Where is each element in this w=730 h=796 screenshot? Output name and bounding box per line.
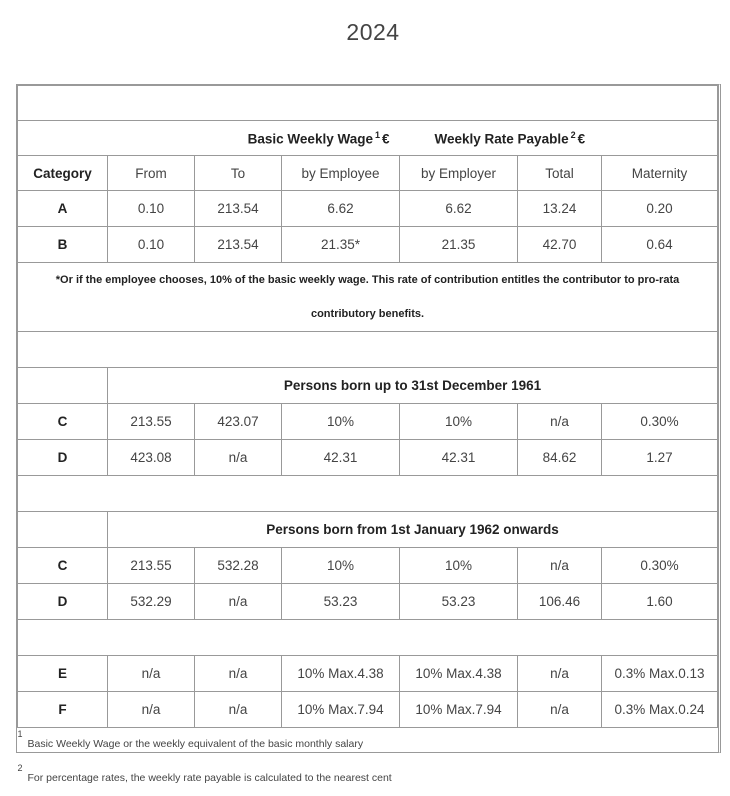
table-cell: 213.55 (108, 404, 195, 440)
table-cell: n/a (195, 584, 282, 620)
table-row (18, 656, 718, 692)
prsi-rates-table-wrapper (16, 84, 721, 753)
table-cell: 21.35 (400, 227, 518, 263)
note-row (18, 263, 718, 332)
table-cell: 42.31 (400, 440, 518, 476)
column-header-row (18, 156, 718, 191)
table-cell: 10% (400, 404, 518, 440)
table-cell: 106.46 (518, 584, 602, 620)
table-cell: 0.20 (602, 191, 718, 227)
blank-row (18, 620, 718, 656)
table-row (18, 584, 718, 620)
table-row (18, 404, 718, 440)
table-cell: n/a (195, 692, 282, 728)
table-cell: 10% (400, 548, 518, 584)
table-cell: 10% Max.7.94 (282, 692, 400, 728)
table-cell: 84.62 (518, 440, 602, 476)
category-cell: F (18, 692, 108, 728)
table-cell: n/a (518, 692, 602, 728)
table-cell: 0.10 (108, 191, 195, 227)
page-title: 2024 (0, 19, 730, 46)
table-cell: 10% Max.7.94 (400, 692, 518, 728)
blank-row (18, 86, 718, 121)
category-cell: A (18, 191, 108, 227)
section-header-row (18, 368, 718, 404)
section-heading-1961: Persons born up to 31st December 1961 (108, 368, 718, 404)
table-cell: 10% (282, 548, 400, 584)
footnotes (18, 728, 718, 796)
table-row (18, 692, 718, 728)
contribution-note: *Or if the employee chooses, 10% of the basic weekly wage. This rate of contribution entitles the contributor to pro-rata contributory benefits. (18, 263, 718, 332)
table-cell: 1.27 (602, 440, 718, 476)
column-header: Maternity (602, 156, 718, 191)
column-header: From (108, 156, 195, 191)
category-cell: E (18, 656, 108, 692)
table-cell: 0.30% (602, 404, 718, 440)
table-cell: n/a (195, 656, 282, 692)
category-cell: C (18, 404, 108, 440)
table-row (18, 191, 718, 227)
table-cell: 6.62 (282, 191, 400, 227)
table-cell: 532.29 (108, 584, 195, 620)
table-cell: n/a (518, 548, 602, 584)
table-cell: 53.23 (400, 584, 518, 620)
category-cell: B (18, 227, 108, 263)
table-row (18, 227, 718, 263)
footnotes-row (18, 728, 718, 796)
blank-row (18, 476, 718, 512)
table-cell: 423.08 (108, 440, 195, 476)
table-cell: 10% (282, 404, 400, 440)
table-cell: 10% Max.4.38 (400, 656, 518, 692)
table-cell: n/a (108, 656, 195, 692)
column-header: Category (18, 156, 108, 191)
table-cell: 21.35* (282, 227, 400, 263)
section-heading-1962: Persons born from 1st January 1962 onwards (108, 512, 718, 548)
group-header-row (18, 121, 718, 156)
table-cell: n/a (195, 440, 282, 476)
table-cell: 213.54 (195, 191, 282, 227)
table-cell: 13.24 (518, 191, 602, 227)
table-cell: 213.54 (195, 227, 282, 263)
table-cell: n/a (518, 404, 602, 440)
table-cell: n/a (108, 692, 195, 728)
table-cell: 10% Max.4.38 (282, 656, 400, 692)
table-cell: 0.10 (108, 227, 195, 263)
table-row (18, 548, 718, 584)
table-cell: 42.31 (282, 440, 400, 476)
basic-weekly-wage-header: Basic Weekly Wage $^1$ € (195, 121, 400, 156)
table-cell: 213.55 (108, 548, 195, 584)
table-row (18, 440, 718, 476)
column-header: by Employee (282, 156, 400, 191)
table-cell: 6.62 (400, 191, 518, 227)
category-cell: D (18, 440, 108, 476)
table-cell: 53.23 (282, 584, 400, 620)
footnote-1: 1 Basic Weekly Wage or the weekly equivalent of the basic monthly salary (18, 728, 718, 762)
table-cell: 0.64 (602, 227, 718, 263)
table-cell: 423.07 (195, 404, 282, 440)
prsi-rates-table (17, 85, 718, 796)
table-cell: 532.28 (195, 548, 282, 584)
table-cell: 1.60 (602, 584, 718, 620)
table-cell: 0.3% Max.0.24 (602, 692, 718, 728)
table-cell: n/a (518, 656, 602, 692)
column-header: by Employer (400, 156, 518, 191)
column-header: To (195, 156, 282, 191)
table-cell: 0.3% Max.0.13 (602, 656, 718, 692)
section-header-row (18, 512, 718, 548)
table-cell: 42.70 (518, 227, 602, 263)
category-cell: D (18, 584, 108, 620)
column-header: Total (518, 156, 602, 191)
table-cell: 0.30% (602, 548, 718, 584)
category-cell: C (18, 548, 108, 584)
weekly-rate-payable-header: Weekly Rate Payable $^2$ € (400, 121, 718, 156)
blank-row (18, 332, 718, 368)
footnote-2: 2 For percentage rates, the weekly rate payable is calculated to the nearest cent (18, 762, 718, 796)
